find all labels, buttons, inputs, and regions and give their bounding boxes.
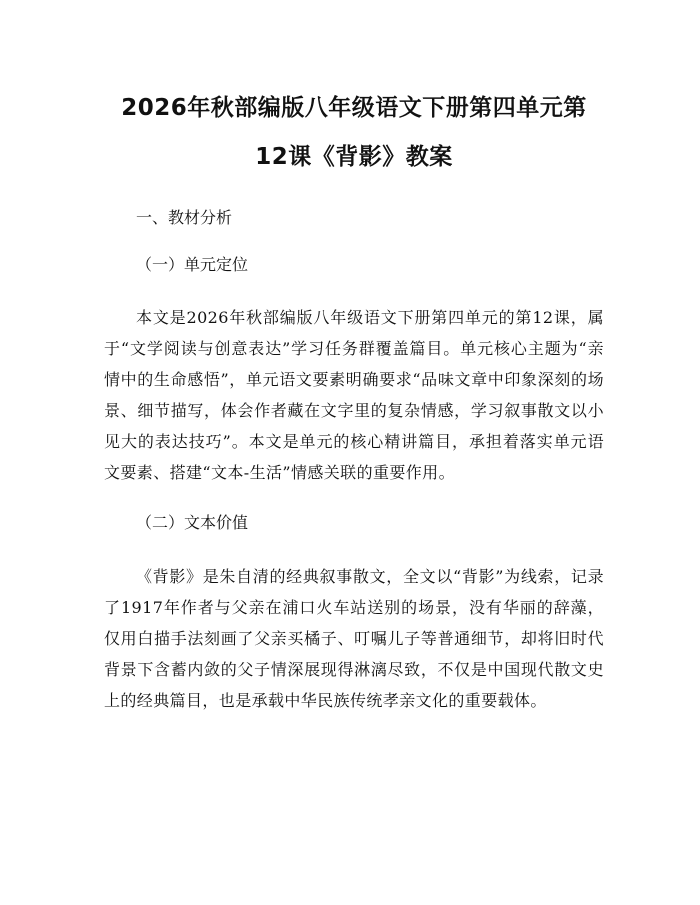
document-title [104, 0, 604, 182]
section-heading-textbook-analysis: 一、教材分析 [136, 208, 233, 227]
subsection-heading-text-value: （二）文本价值 [136, 513, 249, 532]
subsection-heading-unit-positioning: （一）单元定位 [136, 255, 249, 274]
document-title-line-2: 12课《背影》教案 [255, 144, 453, 170]
paragraph-text-value: 《背影》是朱自清的经典叙事散文，全文以“背影”为线索，记录了1917年作者与父亲在浦口火车站送别的场景，没有华丽的辞藻，仅用白描手法刻画了父亲买橘子、叮嘱儿子等普通细节，却将旧时代背景下含蓄内敛的父子情深展现得淋漓尽致，不仅是中国现代散文史上的经典篇目，也是承载中华民族传统孝亲文化的重要载体。 [104, 567, 604, 710]
paragraph-unit-positioning: 本文是2026年秋部编版八年级语文下册第四单元的第12课，属于“文学阅读与创意表达”学习任务群覆盖篇目。单元核心主题为“亲情中的生命感悟”，单元语文要素明确要求“品味文章中印象深刻的场景、细节描写，体会作者藏在文字里的复杂情感，学习叙事散文以小见大的表达技巧”。本文是单元的核心精讲篇目，承担着落实单元语文要素、搭建“文本-生活”情感关联的重要作用。 [104, 308, 604, 482]
document-title-line-1: 2026年秋部编版八年级语文下册第四单元第 [121, 95, 587, 121]
